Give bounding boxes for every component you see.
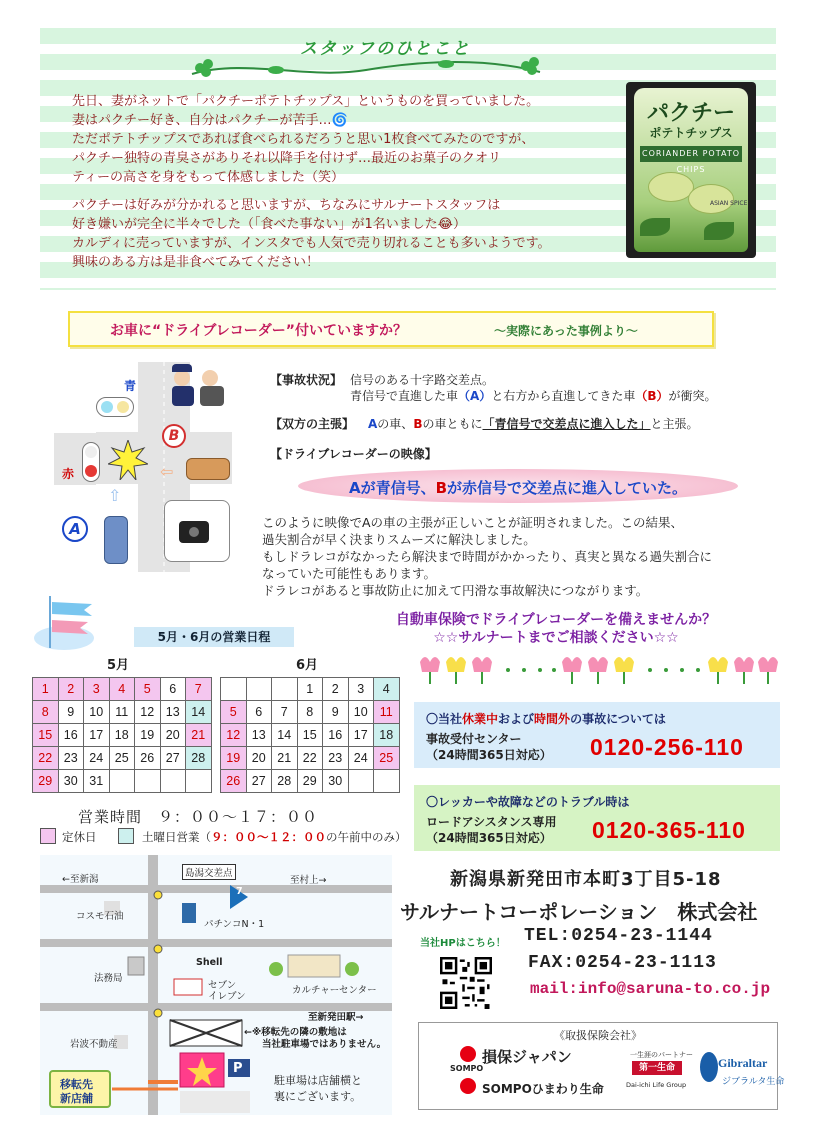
cal-day: 17 <box>348 724 374 747</box>
text: の車、 <box>377 417 414 431</box>
body-line: ドラレコがあると事故防止に加えて円滑な事故解決につながります。 <box>262 583 649 598</box>
map-to-murakami: 至村上→ <box>290 875 327 886</box>
cal-day: 1 <box>297 678 323 701</box>
green-traffic-light <box>96 397 134 417</box>
cal-day: 8 <box>33 701 59 724</box>
green-signal-label: 青 <box>124 379 137 393</box>
text: と主張。 <box>650 417 699 431</box>
cal-day: 15 <box>33 724 59 747</box>
cal-day <box>246 678 272 701</box>
cal-day <box>348 770 374 793</box>
leaf-image <box>704 222 734 240</box>
map-route-number: 7 <box>236 886 243 897</box>
map-iwanami: 岩波不動産 <box>70 1039 118 1050</box>
saturday-hours: ９：００～１２：００ <box>211 830 326 844</box>
cal-day: 13 <box>160 701 186 724</box>
company-tel[interactable]: TEL:0254-23-1144 <box>524 926 713 946</box>
cal-day: 6 <box>246 701 272 724</box>
cal-day: 6 <box>160 678 186 701</box>
staff-line: 妻はパクチー好き、自分はパクチーが苦手…🌀 <box>72 113 348 128</box>
dashcam-lens <box>189 527 199 537</box>
cal-day: 21 <box>272 747 298 770</box>
homepage-label: 当社HPはこちら！ <box>420 938 506 949</box>
car-a-icon <box>104 516 128 564</box>
cal-day: 30 <box>323 770 349 793</box>
map-cosmo: コスモ石油 <box>76 911 124 922</box>
legend-closed-label: 定休日 <box>62 830 97 844</box>
map-to-shibata: 至新発田駅→ <box>308 1012 364 1023</box>
video-label: 【ドライブレコーダーの映像】 <box>270 447 437 461</box>
schedule-title: 5月・6月の営業日程 <box>134 627 294 647</box>
company-address: 新潟県新発田市本町3丁目5-18 <box>450 869 722 890</box>
accident-hours: （24時間365日対応） <box>426 748 552 762</box>
driver-head <box>202 370 218 386</box>
chips-bag-name: パクチー <box>646 101 735 126</box>
sompo-himawari-logo-icon <box>460 1078 476 1094</box>
top-light <box>85 446 97 458</box>
cal-day: 14 <box>272 724 298 747</box>
text: の事故については <box>570 712 666 726</box>
text: 土曜日営業（ <box>142 830 211 844</box>
map-note-line-2: 当社駐車場ではありません。 <box>262 1039 387 1050</box>
text: が赤信号で交差点に進入していた。 <box>447 479 688 497</box>
text-highlight: 休業中 <box>462 712 499 726</box>
map-note-line-1: ←※移転先の隣の敷地は <box>244 1027 347 1038</box>
map-pachinko: パチンコN・1 <box>204 919 265 930</box>
map-parking-note-1: 駐車場は店舗横と <box>274 1074 362 1087</box>
driver-body <box>200 386 224 406</box>
car-b-ref: B <box>435 479 448 497</box>
daiichi-tagline: 一生涯のパートナー <box>630 1051 693 1059</box>
cal-day: 23 <box>323 747 349 770</box>
drive-recorder-title: お車に“ドライブレコーダー”付いていますか？ <box>110 323 408 339</box>
company-fax: FAX:0254-23-1113 <box>528 953 717 973</box>
map-new-store-line-2: 新店舗 <box>60 1092 93 1105</box>
daiichi-english-label: Dai-ichi Life Group <box>626 1081 687 1089</box>
homepage-qr-code[interactable] <box>440 957 492 1009</box>
cal-day <box>186 770 212 793</box>
staff-line: パクチー独特の青臭さがありそれ以降手を付けず…最近のお菓子のクオリ <box>72 151 502 166</box>
cal-day: 12 <box>221 724 247 747</box>
map-shell: Shell <box>196 957 223 968</box>
red-signal-label: 赤 <box>62 467 75 481</box>
roadside-heading: 〇レッカーや故障などのトラブル時は <box>426 795 630 809</box>
koinobori-icon <box>34 592 106 652</box>
company-name: サルナートコーポレーション 株式会社 <box>400 900 758 924</box>
cal-day: 8 <box>297 701 323 724</box>
cal-day: 4 <box>374 678 400 701</box>
cal-day: 16 <box>323 724 349 747</box>
cal-day: 22 <box>33 747 59 770</box>
arrow-up-icon: ⇧ <box>108 486 122 505</box>
roadside-hours: （24時間365日対応） <box>426 831 552 845</box>
sompo-japan-label: 損保ジャパン <box>482 1048 572 1066</box>
body-line: 過失割合が早く決まりスムーズに解決しました。 <box>262 532 536 547</box>
cal-day: 10 <box>84 701 110 724</box>
daiichi-logo: 第一生命 <box>632 1061 682 1075</box>
claims-text <box>368 416 699 432</box>
staff-line: 好き嫌いが完全に半々でした（「食べた事ない」が1名いました😂） <box>72 217 466 232</box>
car-a-ref: A <box>348 479 361 497</box>
sompo-himawari-label: SOMPOひまわり生命 <box>482 1082 604 1096</box>
business-hours: 営業時間 ９：００～１７：００ <box>78 808 319 826</box>
legend-saturday-swatch <box>118 828 134 844</box>
insurers-title: 《取扱保険会社》 <box>554 1029 642 1042</box>
situation-line-1: 信号のある十字路交差点。 <box>350 373 495 387</box>
officer-head <box>174 370 190 386</box>
map-houmu: 法務局 <box>94 973 123 984</box>
cal-day <box>160 770 186 793</box>
cal-day <box>374 770 400 793</box>
gibraltar-logo-icon <box>700 1052 718 1082</box>
staff-line: ティーの高さを身をもって体感しました（笑） <box>72 170 344 185</box>
cal-day: 20 <box>246 747 272 770</box>
map-intersection-label: 島潟交差点 <box>182 864 236 880</box>
cal-day: 7 <box>272 701 298 724</box>
map-seven-eleven: セブン イレブン <box>208 980 246 1002</box>
cal-day: 29 <box>297 770 323 793</box>
cal-day: 4 <box>109 678 135 701</box>
coriander-chips-photo <box>626 82 756 258</box>
car-b-ref: （B） <box>635 389 669 403</box>
cal-day: 11 <box>109 701 135 724</box>
cal-day: 2 <box>323 678 349 701</box>
accident-center: 事故受付センター <box>426 732 522 746</box>
cal-day: 28 <box>272 770 298 793</box>
cal-day: 24 <box>348 747 374 770</box>
car-b-icon <box>186 458 230 480</box>
text: の午前中のみ） <box>326 830 407 844</box>
june-label: 6月 <box>296 658 319 673</box>
cal-day: 31 <box>84 770 110 793</box>
video-result-text <box>298 477 738 498</box>
cal-day <box>221 678 247 701</box>
staff-line: 興味のある方は是非食べてみてください！ <box>72 255 320 270</box>
text: が衝突。 <box>668 389 717 403</box>
car-a-ref: A <box>368 417 378 431</box>
cal-day: 21 <box>186 724 212 747</box>
cal-day: 25 <box>374 747 400 770</box>
text: 〇当社 <box>426 712 463 726</box>
roadside-contact-panel <box>414 785 780 851</box>
sompo-logo-icon <box>460 1046 476 1062</box>
cal-day: 24 <box>84 747 110 770</box>
red-light <box>85 465 97 477</box>
cal-day: 9 <box>58 701 84 724</box>
car-b-badge: B <box>162 424 186 448</box>
company-email-link[interactable]: mail:info@saruna-to.co.jp <box>530 980 771 998</box>
collision-burst-icon <box>108 440 148 480</box>
cal-day: 26 <box>135 747 161 770</box>
cal-day: 3 <box>84 678 110 701</box>
staff-line: 先日、妻がネットで「パクチーポテトチップス」というものを買っていました。 <box>72 94 540 109</box>
body-line: このように映像でAの車の主張が正しいことが証明されました。この結果、 <box>262 515 684 530</box>
roadside-center: ロードアシスタンス専用 <box>426 815 557 829</box>
map-parking-note-2: 裏にございます。 <box>274 1090 362 1103</box>
cal-day <box>135 770 161 793</box>
situation-label: 【事故状況】 <box>270 373 343 387</box>
cal-day: 18 <box>374 724 400 747</box>
drive-recorder-subtitle: ～実際にあった事例より～ <box>494 324 638 338</box>
legend-closed-swatch <box>40 828 56 844</box>
cal-day: 29 <box>33 770 59 793</box>
cal-day: 20 <box>160 724 186 747</box>
may-label: 5月 <box>107 658 130 673</box>
cal-day <box>272 678 298 701</box>
cal-day: 9 <box>323 701 349 724</box>
staff-line: カルディに売っていますが、インスタでも人気で売り切れることも多いようです。 <box>72 236 551 251</box>
cal-day <box>109 770 135 793</box>
drive-recorder-body <box>262 514 712 599</box>
cal-day: 13 <box>246 724 272 747</box>
text: の車ともに <box>422 417 483 431</box>
accident-contact-panel <box>414 702 780 768</box>
tulip-border-decoration <box>416 652 778 688</box>
accident-phone-link[interactable]: 0120-256-110 <box>590 734 744 760</box>
cal-day: 5 <box>221 701 247 724</box>
leaf-image <box>640 218 670 236</box>
cal-day: 19 <box>135 724 161 747</box>
text: および <box>498 712 535 726</box>
gibraltar-japanese-label: ジブラルタ生命 <box>722 1077 785 1087</box>
text-highlight: 時間外 <box>534 712 571 726</box>
staff-line: ただポテトチップスであれば食べられるだろうと思い1枚食べてみたのですが、 <box>72 132 535 147</box>
legend-saturday-label <box>142 829 407 845</box>
car-a-ref: （A） <box>458 389 492 403</box>
cal-day: 16 <box>58 724 84 747</box>
may-calendar <box>32 677 212 793</box>
officer-body <box>172 386 194 406</box>
map-culture-center: カルチャーセンター <box>292 985 377 996</box>
officer-cap <box>172 364 192 372</box>
red-traffic-light <box>82 442 100 482</box>
car-a-badge: A <box>62 516 88 542</box>
roadside-phone-link[interactable]: 0120-365-110 <box>592 817 746 843</box>
map-new-store-line-1: 移転先 <box>60 1078 93 1091</box>
body-line: なっていた可能性もあります。 <box>262 566 437 581</box>
cal-day: 2 <box>58 678 84 701</box>
cal-day: 19 <box>221 747 247 770</box>
dashcam-bubble <box>164 500 230 562</box>
parking-icon: P <box>233 1061 243 1076</box>
staff-line: パクチーは好みが分かれると思いますが、ちなみにサルナートスタッフは <box>72 198 501 213</box>
drive-recorder-cta: 自動車保険でドライブレコーダーを備えませんか？ <box>395 612 717 628</box>
gibraltar-english-label: Gibraltar <box>718 1056 768 1070</box>
cal-day: 5 <box>135 678 161 701</box>
cal-day: 28 <box>186 747 212 770</box>
staff-title: スタッフのひとこと <box>300 39 471 59</box>
cal-day: 17 <box>84 724 110 747</box>
cal-day: 23 <box>58 747 84 770</box>
cal-day: 14 <box>186 701 212 724</box>
situation-line-2 <box>350 388 717 404</box>
amber-light <box>117 401 129 413</box>
cal-day: 15 <box>297 724 323 747</box>
chips-bag-sub: ポテトチップス <box>649 126 733 140</box>
cal-day: 7 <box>186 678 212 701</box>
staff-paragraph-2 <box>72 196 551 272</box>
cal-day: 30 <box>58 770 84 793</box>
consult-cta: ☆☆サルナートまでご相談ください☆☆ <box>433 630 679 646</box>
cal-day: 1 <box>33 678 59 701</box>
chips-bag-side: ASIAN SPICE <box>710 200 748 207</box>
cal-day: 22 <box>297 747 323 770</box>
claims-label: 【双方の主張】 <box>270 417 355 431</box>
accident-heading <box>426 710 666 727</box>
chips-bag-band: CORIANDER POTATO CHIPS <box>640 146 742 162</box>
chip-image <box>688 184 734 214</box>
claim-quote: 「青信号で交差点に進入した」 <box>482 417 651 431</box>
chips-bag <box>634 88 748 252</box>
cal-day: 11 <box>374 701 400 724</box>
cal-day: 18 <box>109 724 135 747</box>
cal-day: 27 <box>246 770 272 793</box>
cal-day: 12 <box>135 701 161 724</box>
car-b-ref: B <box>413 417 423 431</box>
cal-day: 27 <box>160 747 186 770</box>
sompo-small-label: SOMPO <box>450 1064 484 1073</box>
cal-day: 25 <box>109 747 135 770</box>
body-line: もしドラレコがなかったら解決まで時間がかかったり、真実と異なる過失割合に <box>262 549 713 564</box>
green-light <box>101 401 113 413</box>
june-calendar <box>220 677 400 793</box>
arrow-left-icon: ⇦ <box>160 462 174 481</box>
police-illustration <box>172 364 232 408</box>
cal-day: 26 <box>221 770 247 793</box>
text: が青信号、 <box>360 479 436 497</box>
cal-day: 3 <box>348 678 374 701</box>
text: と右方から直進してきた車 <box>491 389 636 403</box>
text: 青信号で直進した車 <box>350 389 459 403</box>
cal-day: 10 <box>348 701 374 724</box>
map-to-niigata: ←至新潟 <box>62 874 99 885</box>
staff-paragraph-1 <box>72 92 539 187</box>
